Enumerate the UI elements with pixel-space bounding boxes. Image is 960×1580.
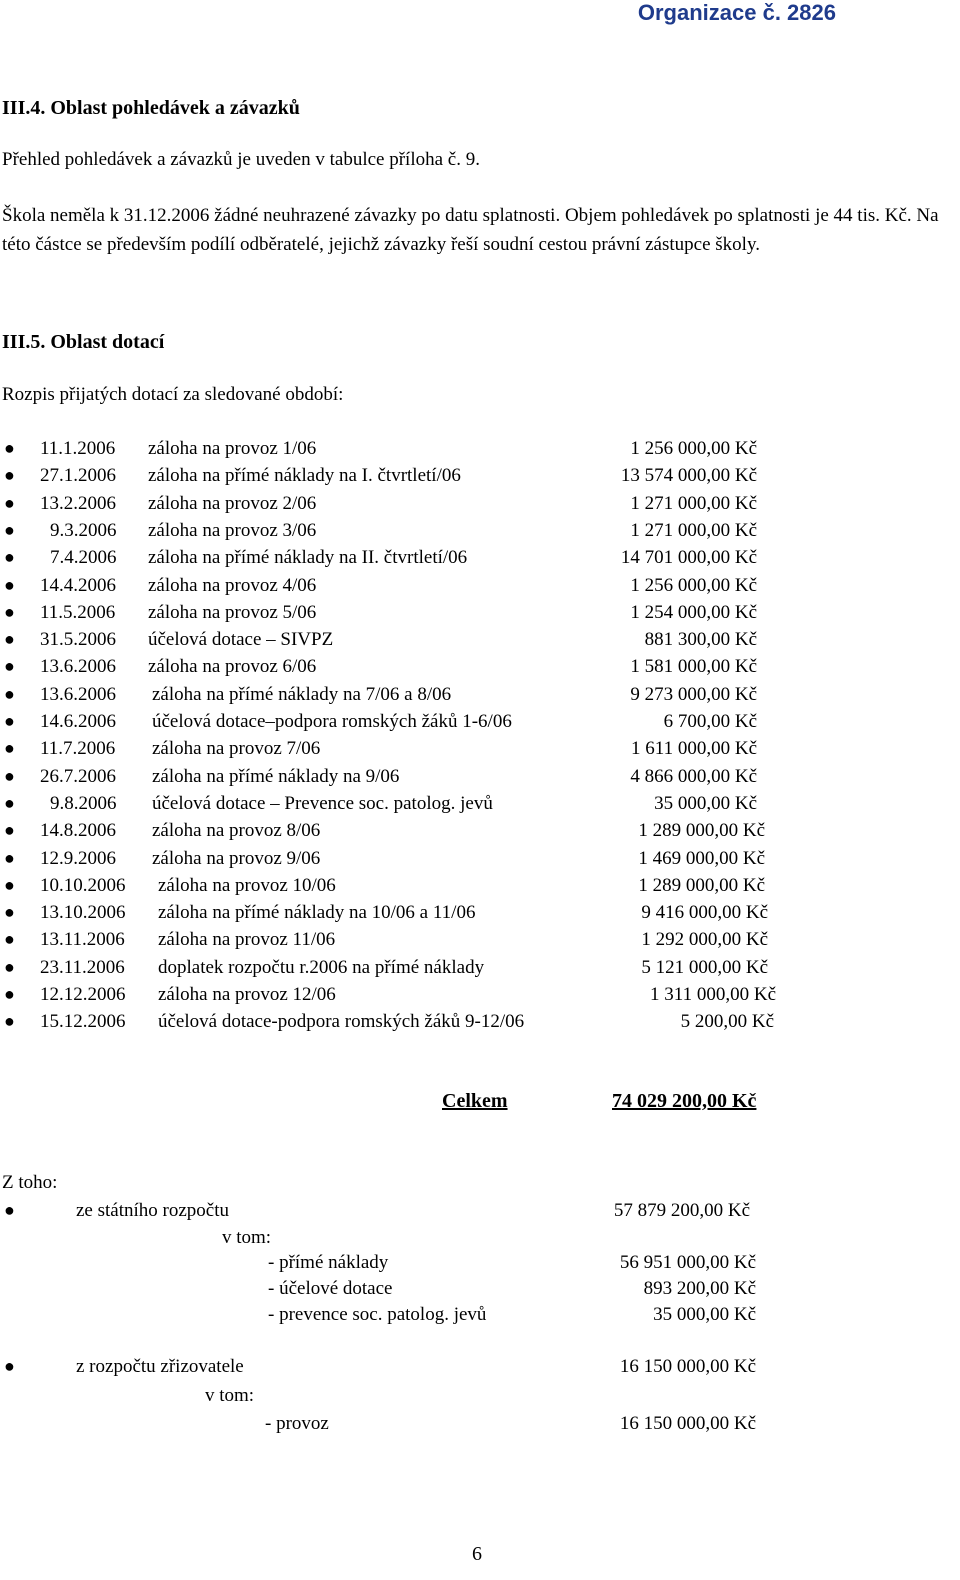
subsidy-amount: 1 289 000,00 Kč	[638, 874, 765, 896]
subsidy-description: účelová dotace – SIVPZ	[148, 629, 334, 651]
state-vtom: v tom:	[222, 1227, 272, 1248]
subsidy-row	[0, 1011, 960, 1038]
bullet: ●	[4, 492, 15, 513]
subsidy-amount: 14 701 000,00 Kč	[620, 547, 757, 569]
subsidy-amount: 1 256 000,00 Kč	[630, 438, 757, 459]
subsidy-description: záloha na přímé náklady na 7/06 a 8/06	[152, 683, 452, 705]
subsidy-amount: 35 000,00 Kč	[654, 792, 757, 814]
subsidy-row	[0, 711, 960, 738]
subsidy-date: 11.1.2006	[40, 438, 116, 459]
subsidy-row	[0, 493, 960, 520]
subsidy-description: záloha na provoz 5/06	[148, 601, 317, 623]
bullet: ●	[4, 629, 15, 650]
subsidy-description: záloha na provoz 3/06	[148, 519, 317, 541]
subsidy-row	[0, 738, 960, 765]
subsidy-description: záloha na provoz 7/06	[152, 738, 321, 760]
subsidy-description: záloha na provoz 11/06	[158, 929, 336, 951]
subsidy-description: záloha na provoz 8/06	[152, 820, 321, 842]
subsidy-description: záloha na provoz 10/06	[158, 874, 336, 896]
subsidy-amount: 9 416 000,00 Kč	[641, 902, 768, 924]
receivables-overview-text: Přehled pohledávek a závazků je uveden v tabulce příloha č. 9.	[2, 149, 480, 170]
subsidy-date: 13.11.2006	[40, 929, 125, 951]
subsidy-date: 23.11.2006	[40, 956, 125, 978]
bullet: ●	[4, 902, 15, 923]
subsidy-date: 27.1.2006	[40, 465, 116, 487]
subsidies-intro: Rozpis přijatých dotací za sledované období:	[2, 384, 344, 405]
state-item-label: - účelové dotace	[268, 1278, 393, 1299]
subsidy-description: záloha na přímé náklady na II. čtvrtletí/06	[148, 547, 468, 569]
subsidy-date: 13.6.2006	[40, 683, 116, 705]
subsidy-row	[0, 575, 960, 602]
subsidy-date: 7.4.2006	[50, 547, 117, 569]
bullet: ●	[4, 820, 15, 841]
bullet: ●	[4, 956, 15, 977]
bullet: ●	[4, 711, 15, 731]
subsidy-date: 12.9.2006	[40, 847, 116, 869]
state-item-label: - prevence soc. patolog. jevů	[268, 1304, 487, 1325]
subsidy-description: záloha na provoz 9/06	[152, 847, 321, 869]
breakdown-label: Z toho:	[2, 1172, 58, 1193]
subsidy-row	[0, 957, 960, 984]
subsidy-amount: 1 611 000,00 Kč	[631, 738, 757, 760]
subsidy-row	[0, 793, 960, 820]
subsidy-description: záloha na provoz 1/06	[148, 438, 317, 459]
subsidy-date: 14.6.2006	[40, 711, 116, 732]
bullet: ●	[4, 465, 15, 486]
total-value: 74 029 200,00 Kč	[612, 1090, 757, 1112]
founder-item-amount: 16 150 000,00 Kč	[619, 1413, 756, 1434]
bullet: ●	[4, 792, 15, 813]
subsidy-amount: 1 256 000,00 Kč	[630, 574, 757, 596]
bullet: ●	[4, 929, 15, 950]
subsidy-description: záloha na provoz 2/06	[148, 492, 317, 514]
subsidy-description: záloha na provoz 4/06	[148, 574, 317, 596]
subsidy-date: 14.4.2006	[40, 574, 116, 596]
subsidy-row	[0, 875, 960, 902]
subsidy-description: záloha na přímé náklady na I. čtvrtletí/06	[148, 465, 461, 487]
subsidy-amount: 881 300,00 Kč	[644, 629, 757, 651]
bullet: ●	[4, 683, 15, 704]
bullet: ●	[4, 984, 15, 1004]
bullet: ●	[4, 519, 15, 540]
bullet: ●	[4, 1356, 15, 1376]
subsidy-row	[0, 438, 960, 465]
subsidy-date: 10.10.2006	[40, 874, 126, 896]
subsidy-amount: 1 581 000,00 Kč	[630, 656, 757, 678]
state-budget-label: ze státního rozpočtu	[76, 1200, 230, 1221]
subsidy-row	[0, 520, 960, 547]
subsidy-description: záloha na provoz 12/06	[158, 984, 336, 1005]
state-item-amount: 893 200,00 Kč	[643, 1278, 756, 1299]
founder-budget-label: z rozpočtu zřizovatele	[76, 1356, 244, 1377]
state-item-label: - přímé náklady	[268, 1252, 389, 1273]
bullet: ●	[4, 847, 15, 868]
subsidy-amount: 5 121 000,00 Kč	[641, 956, 768, 978]
founder-item-label: - provoz	[265, 1413, 329, 1434]
subsidy-date: 11.7.2006	[40, 738, 116, 760]
subsidy-amount: 9 273 000,00 Kč	[630, 683, 757, 705]
subsidy-date: 13.6.2006	[40, 656, 116, 678]
subsidy-amount: 1 292 000,00 Kč	[641, 929, 768, 951]
subsidy-row	[0, 656, 960, 683]
subsidy-row	[0, 984, 960, 1011]
subsidy-amount: 5 200,00 Kč	[680, 1011, 774, 1033]
subsidy-date: 13.2.2006	[40, 492, 116, 514]
state-budget-amount: 57 879 200,00 Kč	[613, 1200, 750, 1221]
founder-budget-amount: 16 150 000,00 Kč	[619, 1356, 756, 1377]
subsidy-date: 13.10.2006	[40, 902, 126, 924]
section-heading-subsidies: III.5. Oblast dotací	[2, 331, 165, 353]
subsidy-row	[0, 629, 960, 656]
subsidy-amount: 1 271 000,00 Kč	[630, 492, 757, 514]
bullet: ●	[4, 1011, 15, 1032]
subsidy-amount: 1 289 000,00 Kč	[638, 820, 765, 842]
subsidy-description: doplatek rozpočtu r.2006 na přímé náklady	[158, 956, 485, 978]
total-label: Celkem	[442, 1090, 508, 1112]
subsidy-date: 15.12.2006	[40, 1011, 126, 1033]
subsidy-row	[0, 602, 960, 629]
organization-header: Organizace č. 2826	[637, 0, 836, 25]
subsidy-amount: 1 254 000,00 Kč	[630, 601, 757, 623]
bullet: ●	[4, 656, 15, 677]
subsidy-row	[0, 465, 960, 492]
section-heading-receivables: III.4. Oblast pohledávek a závazků	[2, 97, 300, 119]
subsidy-description: záloha na přímé náklady na 9/06	[152, 765, 400, 787]
subsidy-date: 14.8.2006	[40, 820, 116, 842]
receivables-paragraph: Škola neměla k 31.12.2006 žádné neuhrazené závazky po datu splatnosti. Objem pohledávek po splatnosti je 44 tis. Kč. Na této částce se především podílí odběratelé, jejichž závazky řeší soudní cestou právní zástupce školy.	[2, 205, 939, 255]
state-item-amount: 35 000,00 Kč	[653, 1304, 756, 1325]
bullet: ●	[4, 547, 15, 568]
subsidy-row	[0, 848, 960, 875]
subsidy-amount: 1 311 000,00 Kč	[650, 984, 776, 1005]
subsidy-date: 11.5.2006	[40, 601, 116, 623]
bullet: ●	[4, 874, 15, 895]
subsidy-date: 26.7.2006	[40, 765, 116, 787]
subsidy-row	[0, 766, 960, 793]
subsidy-description: účelová dotace-podpora romských žáků 9-12/06	[158, 1011, 525, 1033]
subsidy-date: 9.3.2006	[50, 519, 117, 541]
subsidy-row	[0, 547, 960, 574]
subsidy-date: 12.12.2006	[40, 984, 126, 1005]
state-item-amount: 56 951 000,00 Kč	[619, 1252, 756, 1273]
subsidy-date: 9.8.2006	[50, 792, 117, 814]
bullet: ●	[4, 738, 15, 759]
subsidy-row	[0, 902, 960, 929]
bullet: ●	[4, 574, 15, 595]
subsidy-amount: 6 700,00 Kč	[663, 711, 757, 732]
subsidy-amount: 1 469 000,00 Kč	[638, 847, 765, 869]
page-number: 6	[472, 1543, 482, 1565]
subsidy-amount: 1 271 000,00 Kč	[630, 519, 757, 541]
subsidy-row	[0, 820, 960, 847]
bullet: ●	[4, 765, 15, 786]
founder-vtom: v tom:	[205, 1385, 255, 1406]
subsidy-amount: 13 574 000,00 Kč	[620, 465, 757, 487]
subsidy-row	[0, 684, 960, 711]
bullet: ●	[4, 1200, 15, 1220]
subsidy-description: účelová dotace – Prevence soc. patolog. jevů	[152, 792, 493, 814]
subsidy-description: záloha na provoz 6/06	[148, 656, 317, 678]
bullet: ●	[4, 438, 15, 458]
bullet: ●	[4, 601, 15, 622]
subsidy-amount: 4 866 000,00 Kč	[630, 765, 757, 787]
subsidy-row	[0, 929, 960, 956]
subsidy-date: 31.5.2006	[40, 629, 116, 651]
subsidy-description: účelová dotace–podpora romských žáků 1-6/06	[152, 711, 512, 732]
subsidy-description: záloha na přímé náklady na 10/06 a 11/06	[158, 902, 476, 924]
